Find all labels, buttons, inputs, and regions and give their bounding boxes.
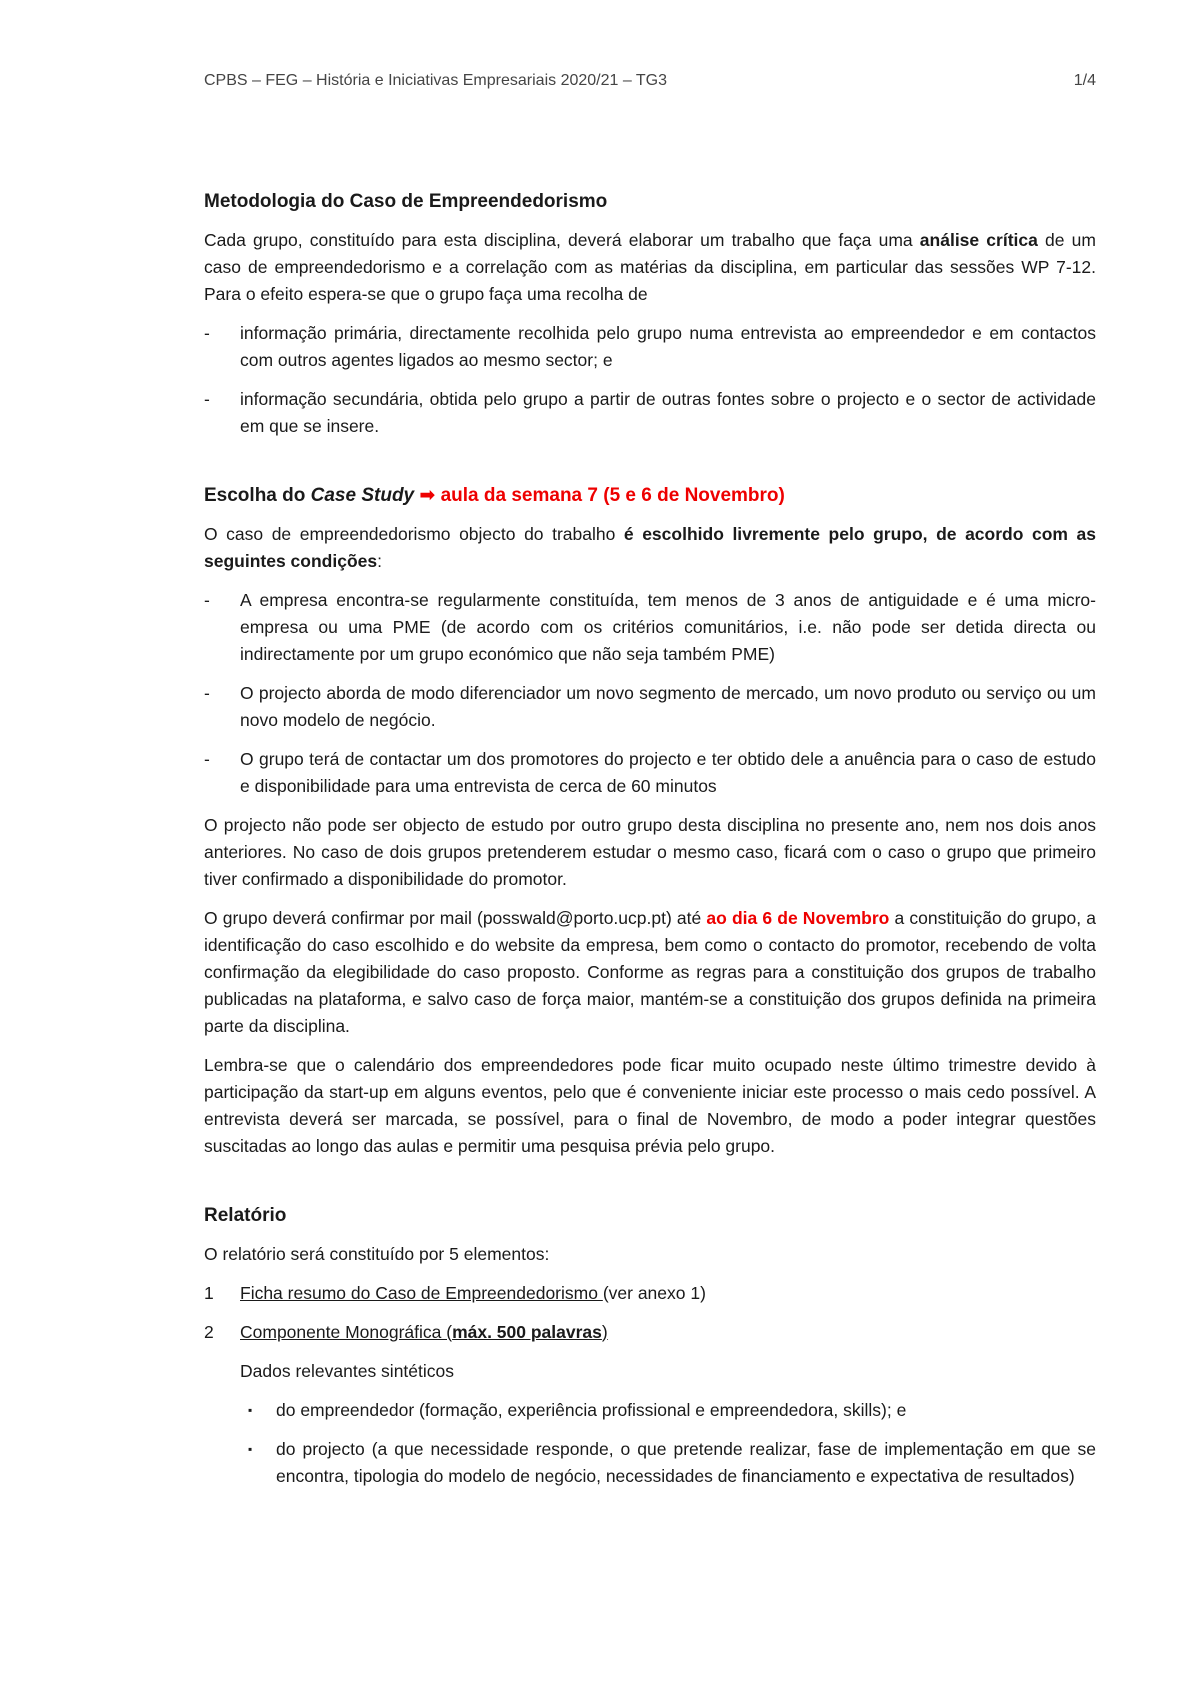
header-title: CPBS – FEG – História e Iniciativas Empresariais 2020/21 – TG3 — [204, 72, 668, 89]
subheading: Dados relevantes sintéticos — [240, 1361, 454, 1381]
word-limit: máx. 500 palavras — [452, 1322, 602, 1342]
title-italic: Case Study — [310, 485, 415, 506]
paragraph: Lembra-se que o calendário dos empreendedores pode ficar muito ocupado neste último trimestre devido à participação da start-up em alguns eventos, pelo que é conveniente iniciar este processo o mais cedo possível. A entrevista deverá ser marcada, se possível, para o final de Novembro, de modo a poder integrar questões suscitadas ao longo das aulas e permitir uma pesquisa prévia pelo grupo. — [204, 1055, 1096, 1156]
sub-list-item — [204, 1397, 1096, 1424]
text-run: Cada grupo, constituído para esta disciplina, deverá elaborar um trabalho que faça uma — [204, 230, 920, 250]
text-run: : — [377, 551, 382, 571]
dash-bullet: - — [204, 683, 210, 703]
sub-list-item — [204, 1436, 1096, 1490]
list-item — [204, 680, 1096, 734]
list-item-text: O grupo terá de contactar um dos promotores do projecto e ter obtido dele a anuência para o caso de estudo e disponibilidade para uma entrevista de cerca de 60 minutos — [240, 749, 1096, 796]
list-item-text: O projecto aborda de modo diferenciador um novo segmento de mercado, um novo produto ou serviço ou um novo modelo de negócio. — [240, 683, 1096, 730]
numbered-item — [204, 1280, 1096, 1307]
item-title — [240, 1322, 608, 1342]
list-item-text: informação primária, directamente recolhida pelo grupo numa entrevista ao empreendedor e em contactos com outros agentes ligados ao mesmo sector; e — [240, 323, 1096, 370]
square-bullet: ▪ — [248, 1442, 253, 1456]
list-item-text: informação secundária, obtida pelo grupo a partir de outras fontes sobre o projecto e o sector de actividade em que se insere. — [240, 389, 1096, 436]
list-item-text: do projecto (a que necessidade responde, o que pretende realizar, fase de implementação em que se encontra, tipologia do modelo de negócio, necessidades de financiamento e expectativa de resultados) — [276, 1439, 1096, 1486]
methodology-paragraph — [204, 227, 1096, 308]
dash-bullet: - — [204, 749, 210, 769]
list-item — [204, 320, 1096, 374]
section-title-case-choice — [204, 482, 1096, 509]
text-run: a constituição do grupo, a identificação do caso escolhido e do website da empresa, bem como o contacto do promotor, recebendo de volta confirmação da elegibilidade do caso proposto. Conforme as regras para a constituição dos grupos de trabalho publicadas na plataforma, e salvo caso de força maior, mantém-se a constituição dos grupos definida na primeira parte da disciplina. — [204, 908, 1096, 1036]
report-intro: O relatório será constituído por 5 elementos: — [204, 1244, 550, 1264]
numbered-item — [204, 1319, 1096, 1346]
paragraph — [204, 905, 1096, 1040]
document-body — [204, 188, 1096, 1502]
text-run: ) — [601, 1322, 608, 1342]
item-number: 2 — [204, 1322, 214, 1342]
square-bullet: ▪ — [248, 1403, 253, 1417]
dash-bullet: - — [204, 590, 210, 610]
list-item-text: A empresa encontra-se regularmente constituída, tem menos de 3 anos de antiguidade e é uma micro-empresa ou uma PME (de acordo com os critérios comunitários, i.e. não pode ser detida directa ou indirectamente por um grupo económico que não seja também PME) — [240, 590, 1096, 664]
item-title: Ficha resumo do Caso de Empreendedorismo — [240, 1283, 603, 1303]
list-item — [204, 386, 1096, 440]
item-note: (ver anexo 1) — [602, 1283, 706, 1303]
item-number: 1 — [204, 1283, 214, 1303]
text-run: de um caso de empreendedorismo e a correlação com as matérias da disciplina, em particular das sessões WP 7-12. Para o efeito espera-se que o grupo faça uma recolha de — [204, 230, 1096, 304]
page-number: 1/4 — [1073, 72, 1096, 89]
text-run: O caso de empreendedorismo objecto do trabalho — [204, 524, 624, 544]
text-run: Componente Monográfica ( — [240, 1322, 453, 1342]
emphasis-critical-analysis: análise crítica — [919, 230, 1038, 250]
dash-bullet: - — [204, 389, 210, 409]
dash-bullet: - — [204, 323, 210, 343]
deadline-note: aula da semana 7 (5 e 6 de Novembro) — [435, 485, 785, 506]
text-run: O grupo deverá confirmar por mail (posswald@porto.ucp.pt) até — [204, 908, 707, 928]
emphasis-free-choice: é escolhido livremente pelo grupo, de acordo com as seguintes condições — [204, 524, 1096, 571]
title-text: Escolha do — [204, 485, 311, 506]
arrow-icon: ➡ — [419, 485, 436, 506]
list-item — [204, 746, 1096, 800]
paragraph: O projecto não pode ser objecto de estudo por outro grupo desta disciplina no presente ano, nem nos dois anos anteriores. No caso de dois grupos pretenderem estudar o mesmo caso, ficará com o caso o grupo que primeiro tiver confirmado a disponibilidade do promotor. — [204, 815, 1096, 889]
section-title-methodology: Metodologia do Caso de Empreendedorismo — [204, 191, 608, 212]
list-item-text: do empreendedor (formação, experiência profissional e empreendedora, skills); e — [276, 1400, 907, 1420]
section-title-report: Relatório — [204, 1205, 287, 1226]
deadline-date: ao dia 6 de Novembro — [706, 908, 890, 928]
page-header — [204, 72, 1096, 90]
list-item — [204, 587, 1096, 668]
case-choice-intro — [204, 521, 1096, 575]
